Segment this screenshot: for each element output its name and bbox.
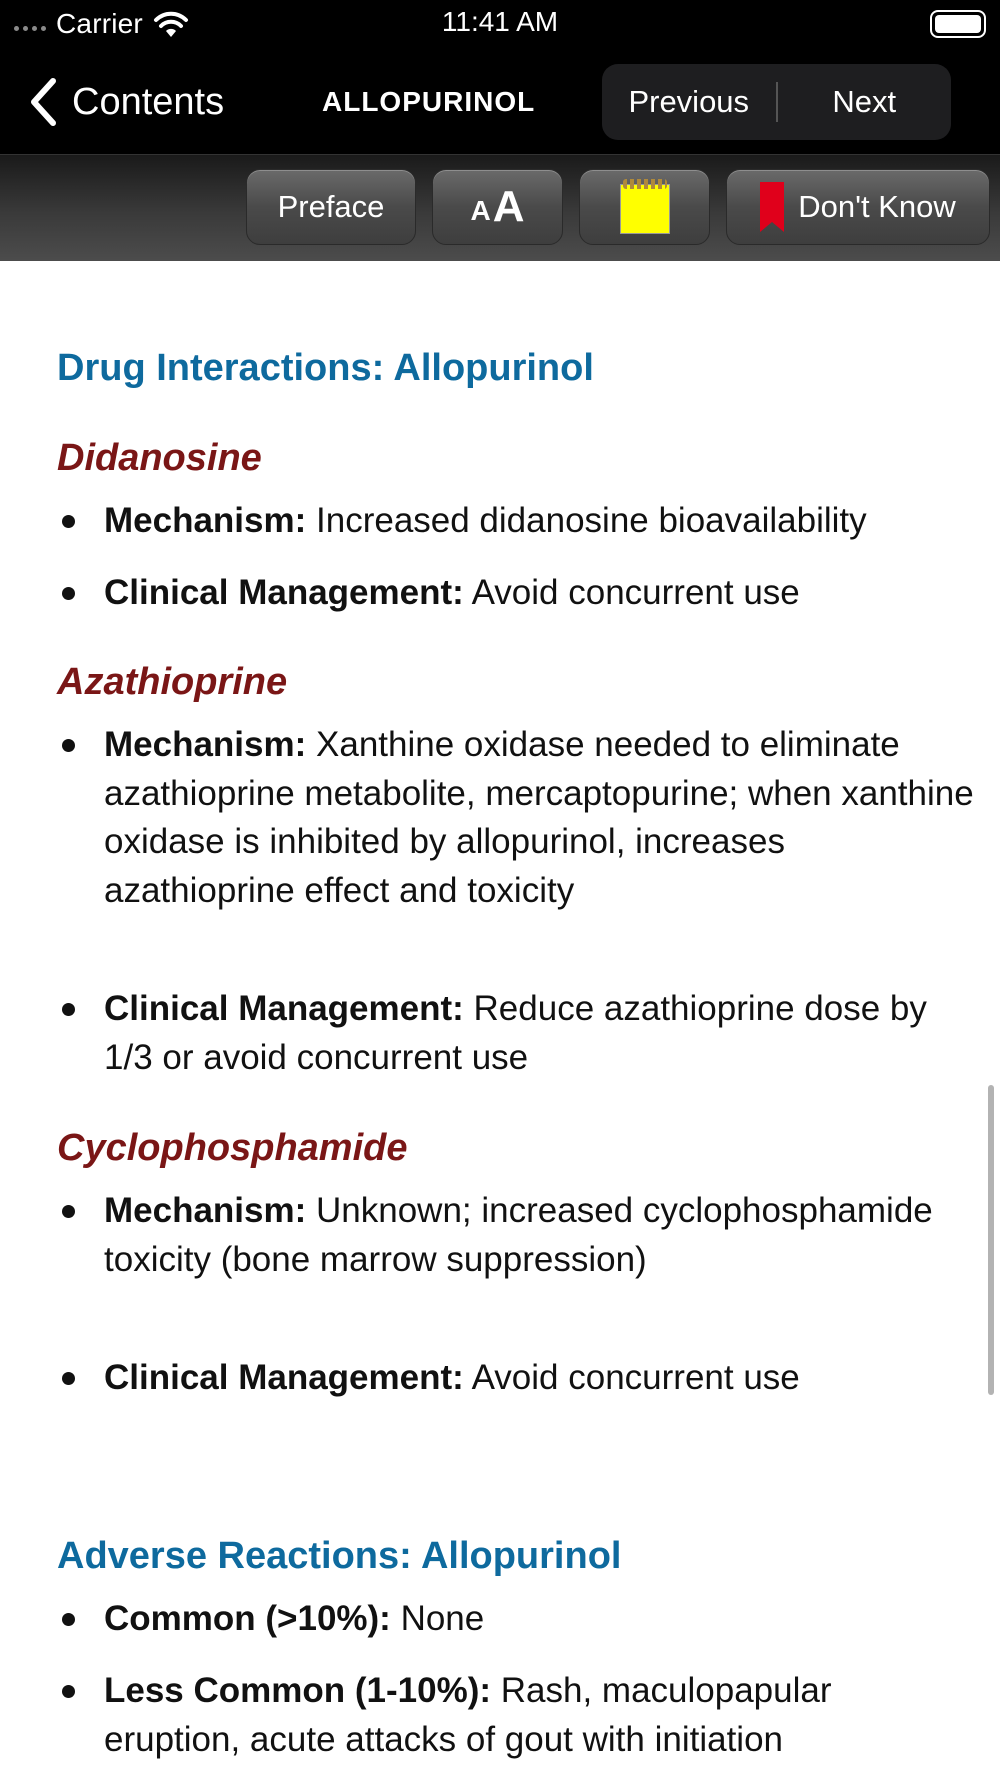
carrier-label: Carrier: [56, 8, 143, 39]
bullet-icon: [62, 515, 75, 528]
drug-name-cyclophosphamide: Cyclophosphamide: [57, 1127, 408, 1169]
drug-name-azathioprine: Azathioprine: [57, 661, 288, 703]
preface-button[interactable]: Preface: [246, 169, 416, 245]
bookmark-icon: [760, 182, 784, 232]
drug-name-didanosine: Didanosine: [57, 437, 262, 479]
drug-interactions-heading: Drug Interactions: Allopurinol: [57, 347, 594, 389]
bullet-icon: [62, 1003, 75, 1016]
battery-icon: [930, 10, 986, 38]
font-size-icon: A A: [470, 182, 525, 231]
notepad-icon: [620, 184, 670, 234]
notes-button[interactable]: [579, 169, 710, 245]
status-bar: [0, 0, 1000, 50]
prev-next-segmented-control: [602, 64, 951, 140]
next-button[interactable]: Next: [832, 84, 897, 119]
monograph-content[interactable]: Drug Interactions: Allopurinol Didanosine Mechanism: Increased didanosine bioavailability Clinical Management: Avoid concurrent use Azathioprine Mechanism: Xanthine oxidase needed to eliminate azathioprine metabolite, mercaptopurine; when xanthine oxidase is inhibited by allopurinol, increases azathioprine effect and toxicity Clinical Management: Reduce azathioprine dose by 1/3 or avoid concurrent use Cyclophosphamide Mechanism: Unknown; increased cyclophosphamide toxicity (bone marrow suppression) Clinical Management: Avoid concurrent use Adverse Reactions: Allopurinol Common (>10%): None Less Common (1-10%): Rash, maculopapular eruption, acute attacks of gout with initiation: [0, 261, 1000, 1778]
font-size-button[interactable]: [432, 169, 563, 245]
page-title: ALLOPURINOL: [322, 86, 536, 117]
bullet-icon: [62, 1205, 75, 1218]
bullet-icon: [62, 1685, 75, 1698]
chevron-left-icon: [28, 77, 58, 127]
bullet-icon: [62, 1372, 75, 1385]
dont-know-button[interactable]: [726, 169, 990, 245]
dont-know-label: Don't Know: [798, 189, 956, 224]
bullet-icon: [62, 1613, 75, 1626]
status-time: 11:41 AM: [441, 6, 559, 37]
toolbar: [0, 154, 1000, 261]
previous-button[interactable]: Previous: [628, 84, 750, 119]
back-button[interactable]: [28, 76, 224, 128]
scroll-indicator[interactable]: [988, 1085, 994, 1395]
back-button-label: Contents: [72, 80, 225, 123]
navigation-bar: [0, 50, 1000, 154]
bullet-icon: [62, 587, 75, 600]
adverse-reactions-heading: Adverse Reactions: Allopurinol: [57, 1535, 622, 1577]
bullet-icon: [62, 739, 75, 752]
